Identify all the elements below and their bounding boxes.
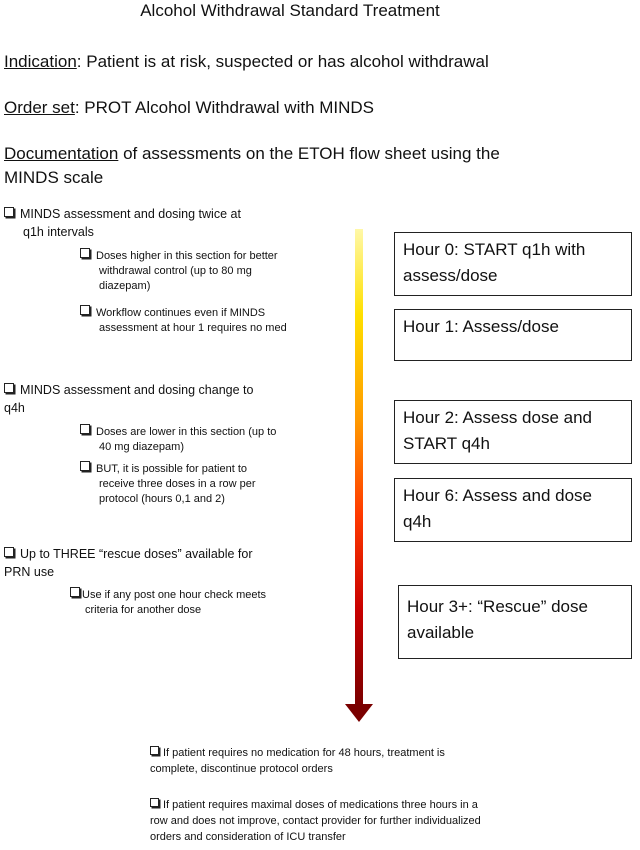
- documentation-text: of assessments on the ETOH flow sheet using the: [118, 144, 500, 163]
- note-icu-transfer: If patient requires maximal doses of medications three hours in a row and does not improve, contact provider for further individualized orders and consideration of ICU transfer: [150, 799, 481, 843]
- checkbox-icon: [150, 798, 159, 807]
- checkbox-icon: [4, 207, 14, 217]
- checklist-item-q4h: MINDS assessment and dosing change to q4h: [4, 383, 254, 415]
- timeline-arrow-head: [345, 704, 373, 722]
- checkbox-icon: [4, 383, 14, 393]
- hour-6-box: Hour 6: Assess and dose q4h: [394, 478, 632, 542]
- order-set-line: [4, 96, 374, 120]
- indication-label: Indication: [4, 52, 77, 71]
- note-48-hours: If patient requires no medication for 48 hours, treatment is complete, discontinue protocol orders: [150, 747, 445, 775]
- indication-text: : Patient is at risk, suspected or has alcohol withdrawal: [76, 52, 489, 71]
- checkbox-icon: [80, 424, 90, 434]
- checkbox-icon: [80, 461, 90, 471]
- checkbox-icon: [80, 248, 90, 258]
- hour-0-box: Hour 0: START q1h with assess/dose: [394, 232, 632, 296]
- checklist-item-rescue: Up to THREE “rescue doses” available for PRN use: [4, 547, 253, 579]
- checkbox-icon: [70, 587, 80, 597]
- page-title: Alcohol Withdrawal Standard Treatment: [140, 1, 440, 20]
- checklist-subitem-three-doses: BUT, it is possible for patient to receive three doses in a row per protocol (hours 0,1 and 2): [80, 461, 256, 507]
- hour-1-box: Hour 1: Assess/dose: [394, 309, 632, 361]
- documentation-line: [4, 142, 614, 190]
- checkbox-icon: [4, 547, 14, 557]
- order-set-text: : PROT Alcohol Withdrawal with MINDS: [74, 98, 375, 117]
- hour-2-box: Hour 2: Assess dose and START q4h: [394, 400, 632, 464]
- checklist-subitem-rescue-use: Use if any post one hour check meets criteria for another dose: [70, 587, 266, 618]
- timeline-arrow-shaft: [355, 229, 363, 705]
- checklist-subitem-lower-doses: Doses are lower in this section (up to 40 mg diazepam): [80, 424, 276, 455]
- hour-3-plus-box: Hour 3+: “Rescue” dose available: [398, 585, 632, 659]
- checkbox-icon: [150, 746, 159, 755]
- indication-line: [4, 50, 489, 74]
- checklist-subitem-higher-doses: Doses higher in this section for better withdrawal control (up to 80 mg diazepam): [80, 248, 278, 294]
- checklist-subitem-workflow: Workflow continues even if MINDS assessment at hour 1 requires no med: [80, 305, 287, 336]
- checkbox-icon: [80, 305, 90, 315]
- checklist-item-q1h: MINDS assessment and dosing twice at q1h intervals: [4, 205, 241, 241]
- order-set-label: Order set: [4, 98, 75, 117]
- documentation-text-2: MINDS scale: [4, 168, 104, 187]
- documentation-label: Documentation: [4, 144, 119, 163]
